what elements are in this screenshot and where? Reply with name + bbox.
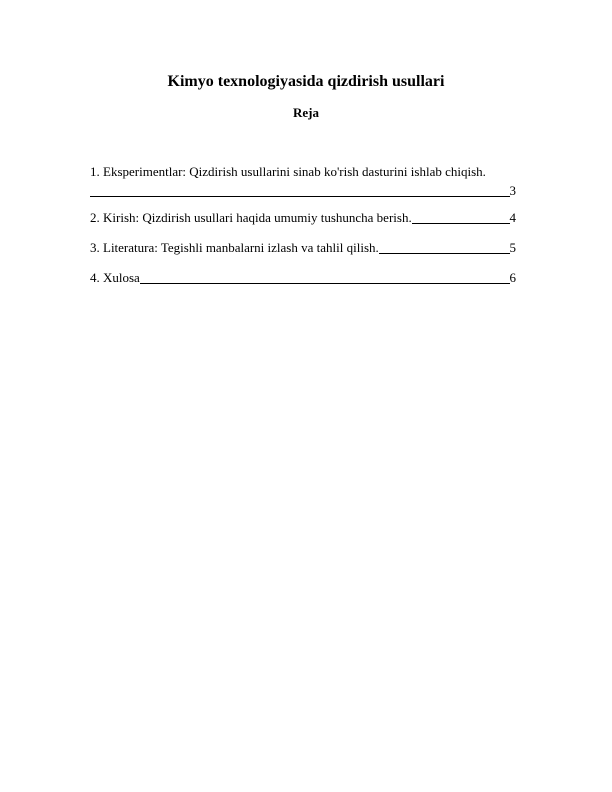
toc-page-number: 6: [509, 270, 516, 285]
document-title: Kimyo texnologiyasida qizdirish usullari: [167, 73, 445, 90]
toc-item-2: [90, 209, 516, 227]
toc-item-1: [90, 163, 516, 200]
toc-item-text: 1. Eksperimentlar: Qizdirish usullarini sinab ko'rish dasturini ishlab chiqish.: [90, 164, 486, 179]
document-subtitle: Reja: [293, 105, 319, 120]
toc-item-3: [90, 239, 516, 257]
table-of-contents: [90, 163, 516, 299]
toc-page-number: 4: [509, 210, 516, 225]
toc-leader-line: [379, 239, 510, 254]
toc-leader-line: [140, 269, 510, 284]
toc-item-text: 4. Xulosa: [90, 270, 140, 285]
toc-page-number: 3: [509, 183, 516, 198]
toc-leader-line: [412, 209, 510, 224]
toc-item-4: [90, 269, 516, 287]
toc-item-text: 3. Literatura: Tegishli manbalarni izlash va tahlil qilish.: [90, 240, 379, 255]
toc-leader-line: [90, 182, 510, 197]
toc-page-number: 5: [509, 240, 516, 255]
toc-item-text: 2. Kirish: Qizdirish usullari haqida umumiy tushuncha berish.: [90, 210, 412, 225]
